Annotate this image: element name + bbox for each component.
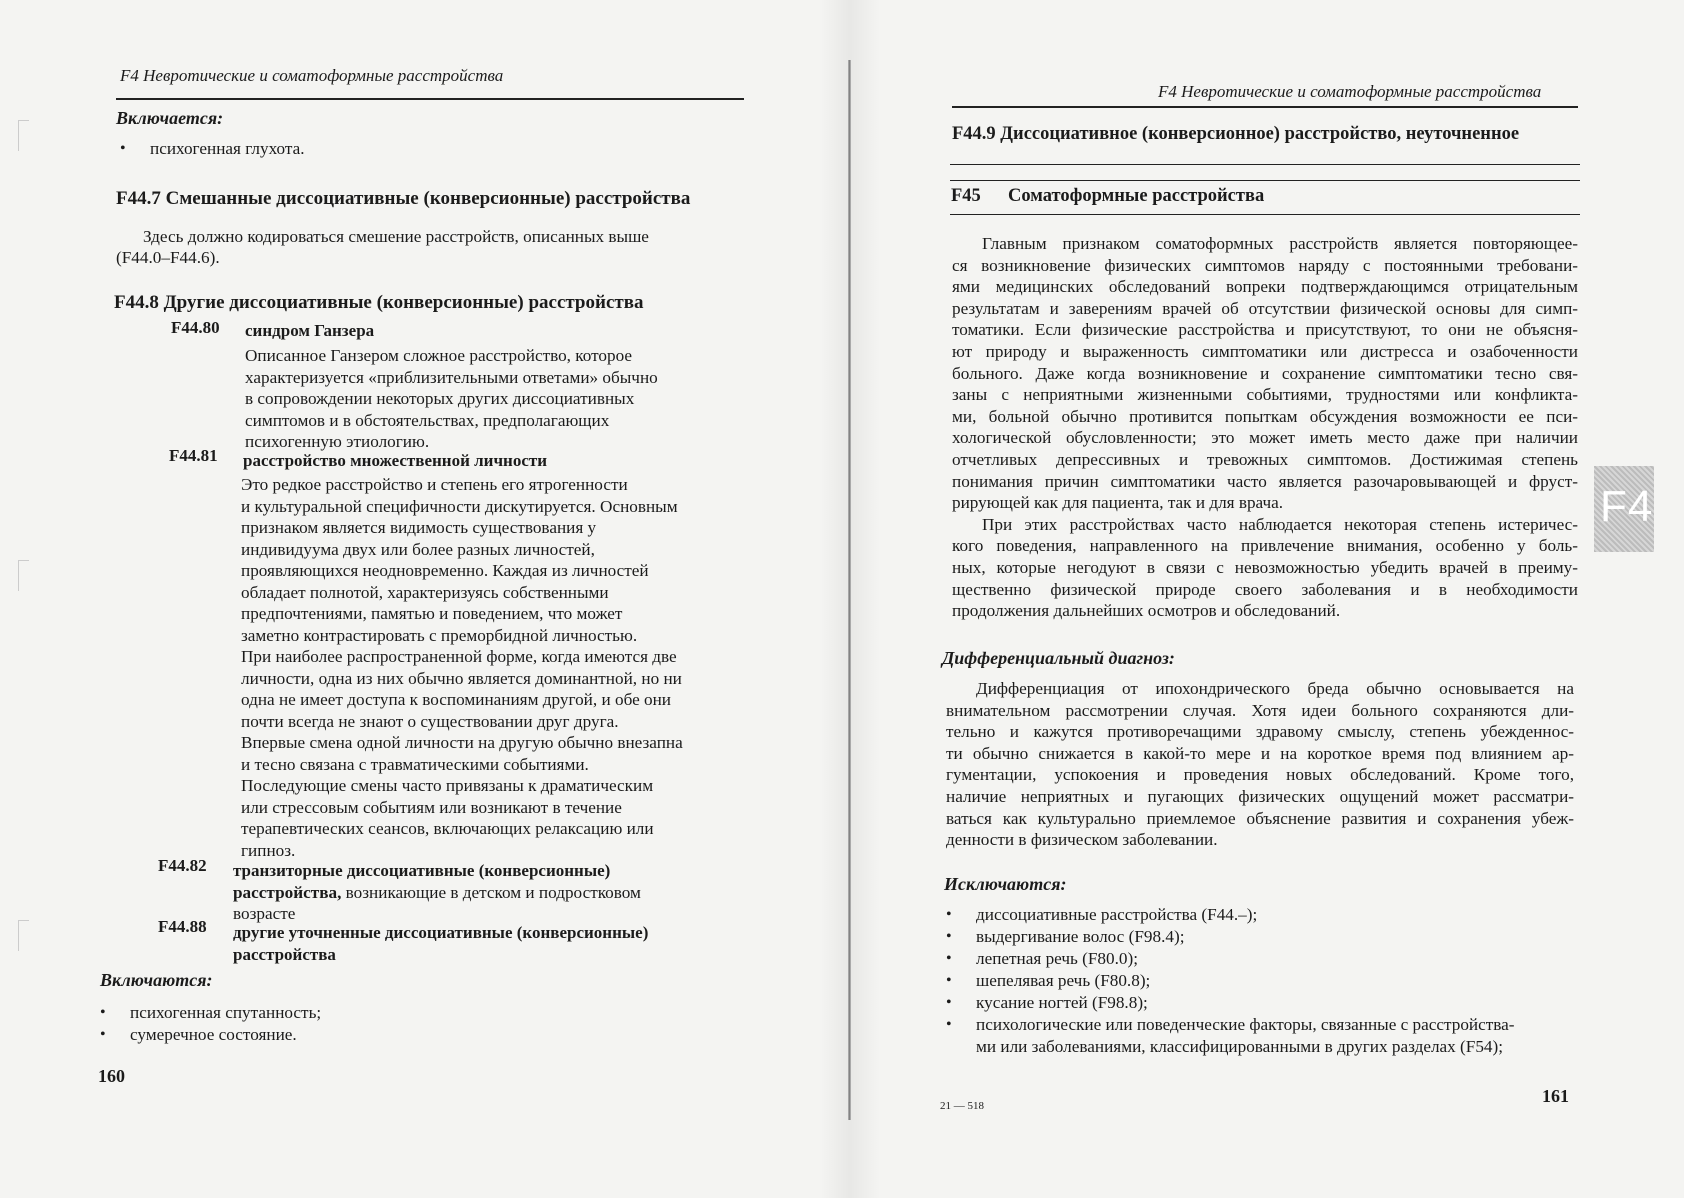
section-thumb-tab	[1594, 466, 1654, 552]
text-line: кого поведения, направленного на привлечение внимания, особенно у боль-	[952, 536, 1578, 556]
f45-code: F45	[951, 186, 981, 206]
text-line: индивидуума двух или более разных личностей,	[241, 539, 595, 559]
text-line: денности в физическом заболевании.	[946, 830, 1218, 850]
text-line: ных, которые негодуют в связи с невозможностью убедить врачей в преиму-	[952, 557, 1578, 577]
text-line: и тесно связана с травматическими событиями.	[241, 754, 589, 774]
text-line: психогенную этиологию.	[245, 432, 430, 451]
text-line: наличие неприятных и пугающих физических ощущений может рассматри-	[946, 786, 1574, 806]
bullet-icon: •	[120, 140, 126, 157]
text-line: рирующей как для пациента, так и для врача.	[952, 493, 1284, 513]
bullet-icon: •	[946, 950, 952, 967]
text-line: личности, одна из них обычно является доминантной, но ни	[241, 668, 682, 688]
section-rule	[950, 214, 1580, 215]
bullet-icon: •	[946, 928, 952, 945]
text-line: Описанное Ганзером сложное расстройство, которое	[245, 346, 633, 365]
f4480-title: синдром Ганзера	[245, 321, 375, 340]
text-line: предпочтениями, памятью и поведением, что может	[241, 604, 623, 623]
list-item-continuation: ми или заболеваниями, классифицированными в других разделах (F54);	[976, 1037, 1504, 1056]
text-line: Главным признаком соматоформных расстройств является повторяющее-	[982, 234, 1578, 253]
f4482-title: транзиторные диссоциативные (конверсионные)	[233, 861, 611, 880]
text-line: ми, больной обычно противится попыткам обсуждения возможности ее пси-	[952, 406, 1578, 426]
header-rule	[952, 106, 1578, 108]
text-line: больного. Даже когда возникновение и сохранение симптоматики тесно свя-	[952, 363, 1578, 383]
includes-label: Включаются:	[100, 970, 213, 990]
text-line: ют природу и выраженность симптоматики или дистресса и озабоченности	[952, 341, 1578, 361]
left-page	[0, 0, 840, 1198]
section-rule	[950, 180, 1580, 181]
text-line: При наиболее распространенной форме, когда имеются две	[241, 647, 677, 666]
includes-list	[116, 138, 305, 160]
text-line: внимательном рассмотрении случая. Хотя идеи больного сохраняются дли-	[946, 700, 1574, 720]
f4488-title: другие уточненные диссоциативные (конверсионные) расстройства	[233, 923, 649, 964]
text-line: ваться как культурально приемлемое объяснение развития и сохранения убеж-	[946, 808, 1574, 828]
f4480-description	[245, 345, 658, 453]
f447-body-line: Здесь должно кодироваться смешение расстройств, описанных выше	[143, 227, 649, 246]
list-item: • выдергивание волос (F98.4);	[946, 927, 1185, 946]
text-line: почти всегда не знают о существовании друг друга.	[241, 711, 619, 731]
text-line: Это редкое расстройство и степень его ятрогенности	[241, 475, 628, 494]
list-item: • сумеречное состояние.	[100, 1025, 297, 1044]
text-line: Дифференциация от ипохондрического бреда обычно основывается на	[976, 679, 1574, 698]
list-item: • психогенная спутанность;	[100, 1003, 322, 1022]
text-line: результатам и заверениям врачей об отсутствии физической основы для симп-	[952, 298, 1578, 318]
bullet-icon: •	[946, 906, 952, 923]
list-item: • психогенная глухота.	[120, 139, 305, 158]
list-item: • шепелявая речь (F80.8);	[946, 971, 1151, 990]
bullet-icon: •	[946, 972, 952, 989]
text-line: щественно физической природе своего заболевания и в необходимости	[952, 579, 1578, 599]
text-line: понимания причин симптоматики часто является разочаровывающей и фруст-	[952, 471, 1578, 491]
f4481-code: F44.81	[169, 446, 218, 465]
text-line: обладает полнотой, характеризуясь собственными	[241, 582, 609, 602]
list-item: • диссоциативные расстройства (F44.–);	[946, 905, 1258, 924]
f448-heading: F44.8 Другие диссоциативные (конверсионные) расстройства	[114, 292, 644, 313]
f4480-code: F44.80	[171, 318, 220, 337]
f447-body-line: (F44.0–F44.6).	[116, 248, 220, 267]
excludes-label: Исключаются:	[944, 874, 1067, 894]
text-line: Последующие смены часто привязаны к драматическим	[241, 776, 654, 795]
list-item: • психологические или поведенческие факторы, связанные с расстройства-	[946, 1015, 1515, 1034]
page-number: 160	[98, 1066, 125, 1086]
bullet-icon: •	[946, 994, 952, 1011]
text-line: и культуральной специфичности дискутируется. Основным	[241, 496, 678, 516]
text-line: одна не имеет доступа к воспоминаниям другой, и обе они	[241, 690, 671, 709]
scan-edge-mark	[18, 920, 29, 951]
text-line: Впервые смена одной личности на другую обычно внезапна	[241, 733, 683, 752]
bullet-icon: •	[100, 1004, 106, 1021]
running-head: F4 Невротические и соматоформные расстройства	[1158, 82, 1542, 101]
scan-edge-mark	[18, 560, 29, 591]
bullet-icon: •	[100, 1026, 106, 1043]
header-rule	[116, 98, 744, 100]
text-line: томатики. Если физические расстройства и присутствуют, то они не объясня-	[952, 320, 1578, 340]
section-tab-label: F4	[1600, 482, 1654, 531]
text-line: отчетливых депрессивных и тревожных симптомов. Достижимая степень	[952, 449, 1578, 469]
text-line: заны с неприятными жизненными событиями, трудностями или конфликта-	[952, 385, 1578, 405]
f4481-description	[241, 474, 683, 861]
text-line: гипноз.	[241, 840, 296, 860]
text-line: ти обычно снижается в какой-то мере и на короткое время под влиянием ар-	[946, 743, 1574, 763]
list-item: • лепетная речь (F80.0);	[946, 949, 1139, 968]
differential-label: Дифференциальный диагноз:	[942, 648, 1175, 668]
f4488-code: F44.88	[158, 917, 207, 936]
includes-list	[96, 1002, 321, 1046]
excludes-list	[942, 904, 1515, 1058]
text-line: симптомов и в обстоятельствах, предполагающих	[245, 410, 610, 430]
text-line: продолжения дальнейших осмотров и обследований.	[952, 601, 1341, 621]
running-head: F4 Невротические и соматоформные расстройства	[120, 66, 504, 85]
list-item: • кусание ногтей (F98.8);	[946, 993, 1148, 1012]
f4482-code: F44.82	[158, 856, 207, 875]
text-line: хологической обусловленности; это может иметь место даже при наличии	[952, 428, 1578, 448]
f447-heading: F44.7 Смешанные диссоциативные (конверсионные) расстройства	[116, 188, 691, 209]
text-line: проявляющихся неодновременно. Каждая из личностей	[241, 561, 649, 580]
paragraph-main	[952, 233, 1578, 622]
f4481-title: расстройство множественной личности	[243, 451, 548, 470]
paragraph-differential	[946, 678, 1574, 851]
bullet-icon: •	[946, 1016, 952, 1033]
text-line: терапевтических сеансов, включающих релаксацию или	[241, 819, 654, 838]
includes-label: Включается:	[116, 108, 224, 128]
f449-heading: F44.9 Диссоциативное (конверсионное) расстройство, неуточненное	[952, 124, 1520, 144]
scan-edge-mark	[18, 120, 29, 151]
text-line: возрасте	[233, 904, 296, 923]
f4482-description	[233, 860, 641, 925]
text-line: гументации, успокоения и проведения новых обследований. Кроме того,	[946, 765, 1574, 785]
text-line: тельно и кажутся противоречащими здравому смыслу, степень убежденнос-	[946, 722, 1574, 742]
section-rule	[950, 164, 1580, 165]
right-page	[860, 0, 1684, 1198]
text-line: расстройства, возникающие в детском и подростковом	[233, 882, 641, 902]
page-number: 161	[1542, 1086, 1569, 1106]
text-line: или стрессовым событиям или возникают в течение	[241, 797, 622, 817]
text-line: характеризуется «приблизительными ответами» обычно	[245, 367, 658, 387]
f45-title: Соматоформные расстройства	[1008, 186, 1265, 206]
text-line: заметно контрастировать с преморбидной личностью.	[241, 625, 638, 645]
text-line: При этих расстройствах часто наблюдается некоторая степень истеричес-	[982, 514, 1578, 534]
text-line: признаком является видимость существования у	[241, 518, 597, 537]
text-line: ся возникновение физических симптомов наряду с постоянными требовани-	[952, 255, 1578, 275]
book-gutter	[848, 60, 851, 1120]
printer-signature: 21 — 518	[940, 1100, 984, 1112]
text-line: ями медицинских обследований вопреки подтверждающимся отрицательным	[952, 277, 1578, 297]
text-line: в сопровождении некоторых других диссоциативных	[245, 389, 635, 408]
